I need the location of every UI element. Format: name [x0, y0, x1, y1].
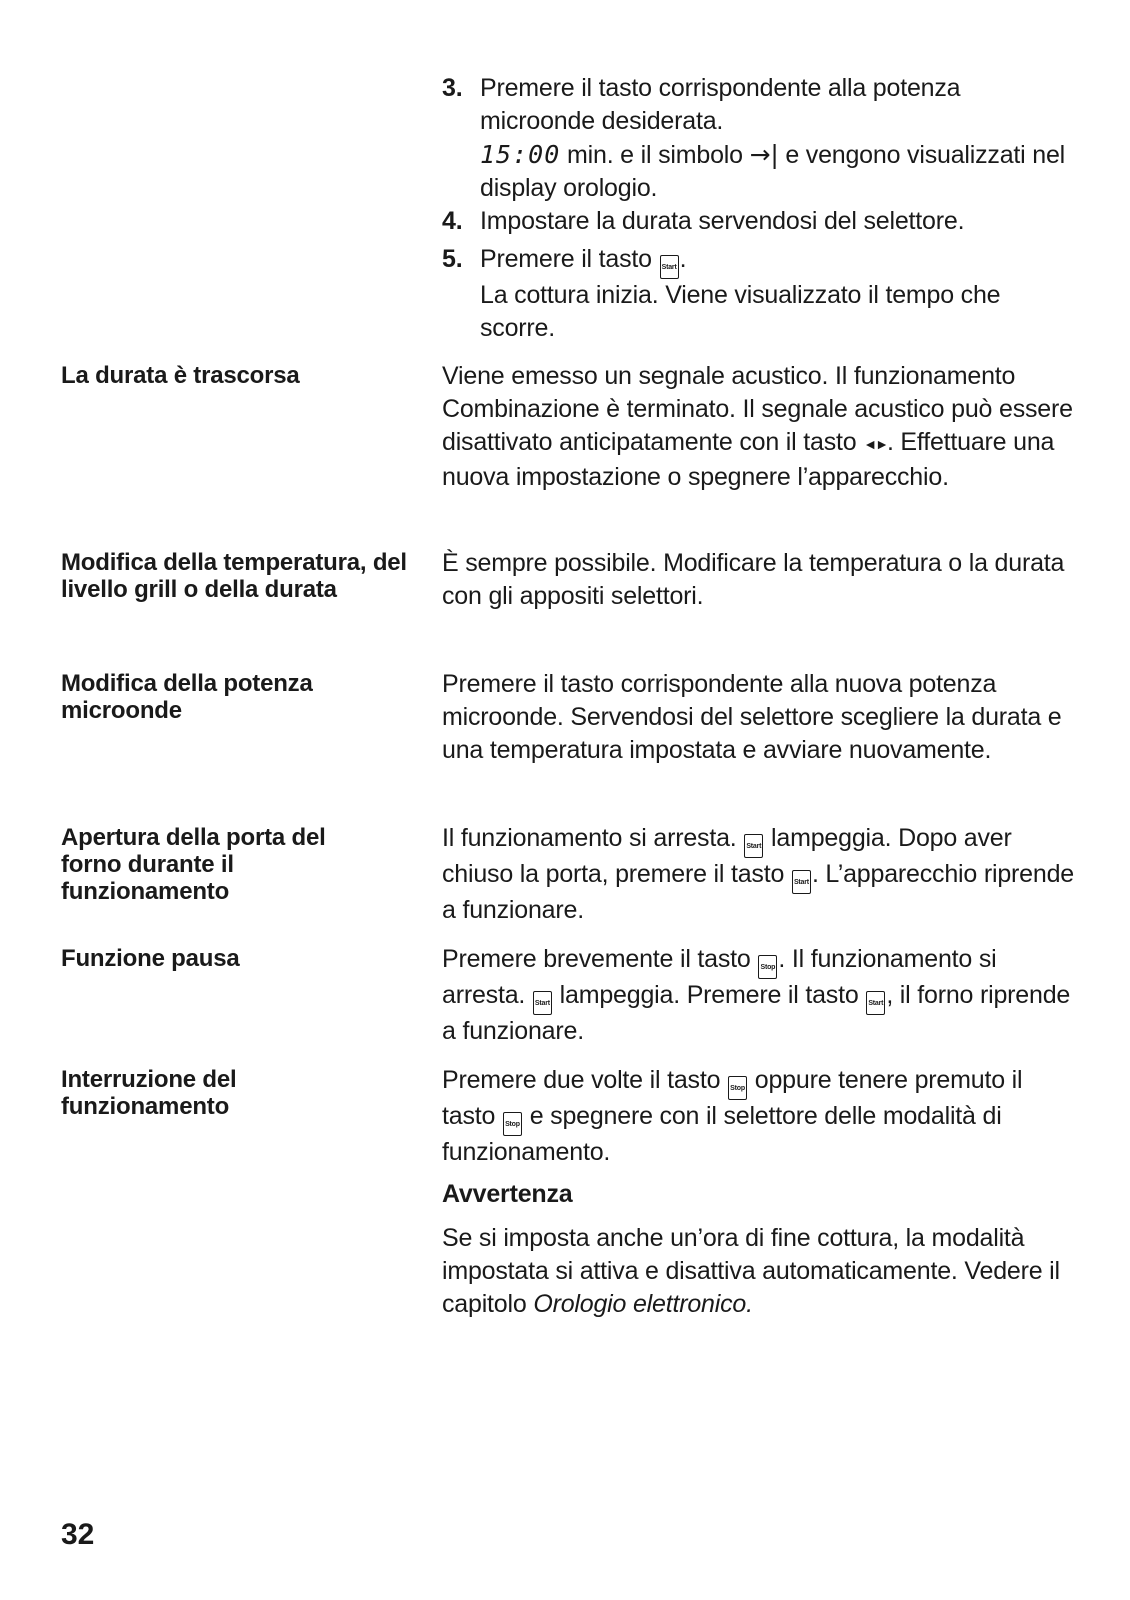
display-value: 15:00: [480, 140, 561, 169]
heading-funzione-pausa: Funzione pausa: [61, 945, 240, 972]
paragraph-text: Premere due volte il tasto: [442, 1066, 728, 1094]
heading-durata-trascorsa: La durata è trascorsa: [61, 362, 300, 389]
paragraph-text: Premere brevemente il tasto: [442, 945, 758, 973]
paragraph-text: Viene emesso un segnale acustico. Il funzionamento Combinazione è terminato. Il segnale acustico può essere disattivato anticipatamente con il tasto: [442, 362, 1073, 456]
arrows-key-icon: ◄►: [863, 436, 887, 452]
page-number: 32: [61, 1518, 95, 1551]
paragraph-text: . Effettuare una nuova impostazione o spegnere l’apparecchio.: [442, 428, 1055, 491]
paragraph-text: Il funzionamento si arresta.: [442, 824, 744, 852]
paragraph-text: oppure tenere premuto il tasto: [442, 1066, 1023, 1130]
step-number: 4.: [442, 207, 463, 235]
chapter-reference: Orologio elettronico.: [533, 1290, 753, 1318]
start-key-icon: Start: [533, 991, 552, 1015]
step-text: Impostare la durata servendosi del selettore.: [480, 207, 965, 235]
paragraph-text: lampeggia. Premere il tasto: [552, 981, 866, 1009]
paragraph-text: . L’apparecchio riprende a funzionare.: [442, 860, 1074, 924]
text-interruzione: [442, 1064, 1082, 1169]
step-4: [442, 205, 1082, 238]
start-key-icon: Start: [866, 991, 885, 1015]
start-key-icon: Start: [660, 255, 679, 279]
paragraph-text: e spegnere con il selettore delle modalità di funzionamento.: [442, 1102, 1002, 1166]
step-text: e vengono visualizzati nel display orologio.: [480, 141, 1066, 202]
note-text: [442, 1222, 1082, 1321]
step-text: .: [679, 245, 687, 273]
step-number: 3.: [442, 74, 463, 102]
paragraph-text: lampeggia. Dopo aver chiuso la porta, premere il tasto: [442, 824, 1012, 888]
text-apertura-porta: [442, 822, 1082, 927]
paragraph-text: Se si imposta anche un’ora di fine cottura, la modalità impostata si attiva e disattiva automaticamente. Vedere il capitolo: [442, 1224, 1060, 1318]
heading-apertura-porta: Apertura della porta del forno durante il funzionamento: [61, 824, 326, 905]
heading-modifica-potenza: Modifica della potenza microonde: [61, 670, 313, 724]
text-modifica-temperatura: È sempre possibile. Modificare la temperatura o la durata con gli appositi selettori.: [442, 549, 1065, 610]
note-title: Avvertenza: [442, 1180, 573, 1208]
text-durata-trascorsa: [442, 360, 1082, 494]
end-time-icon: →|: [749, 140, 779, 169]
stop-key-icon: Stop: [728, 1076, 747, 1100]
heading-modifica-temperatura: Modifica della temperatura, del livello grill o della durata: [61, 549, 407, 603]
step-text: Premere il tasto: [480, 245, 659, 273]
step-5: [442, 243, 1082, 345]
start-key-icon: Start: [744, 834, 763, 858]
text-modifica-potenza: Premere il tasto corrispondente alla nuova potenza microonde. Servendosi del selettore scegliere la durata e una temperatura impostata e avviare nuovamente.: [442, 670, 1062, 764]
step-number: 5.: [442, 245, 463, 273]
step-3: [442, 72, 1082, 205]
start-key-icon: Start: [792, 870, 811, 894]
stop-key-icon: Stop: [503, 1112, 522, 1136]
step-text: min. e il simbolo: [560, 141, 750, 169]
heading-interruzione: Interruzione del funzionamento: [61, 1066, 237, 1120]
text-funzione-pausa: [442, 943, 1082, 1048]
step-text: La cottura inizia. Viene visualizzato il tempo che scorre.: [480, 281, 1001, 342]
paragraph-text: . Il funzionamento si arresta.: [442, 945, 997, 1009]
stop-key-icon: Stop: [758, 955, 777, 979]
paragraph-text: , il forno riprende a funzionare.: [442, 981, 1071, 1045]
step-text: Premere il tasto corrispondente alla potenza microonde desiderata.: [480, 74, 961, 135]
